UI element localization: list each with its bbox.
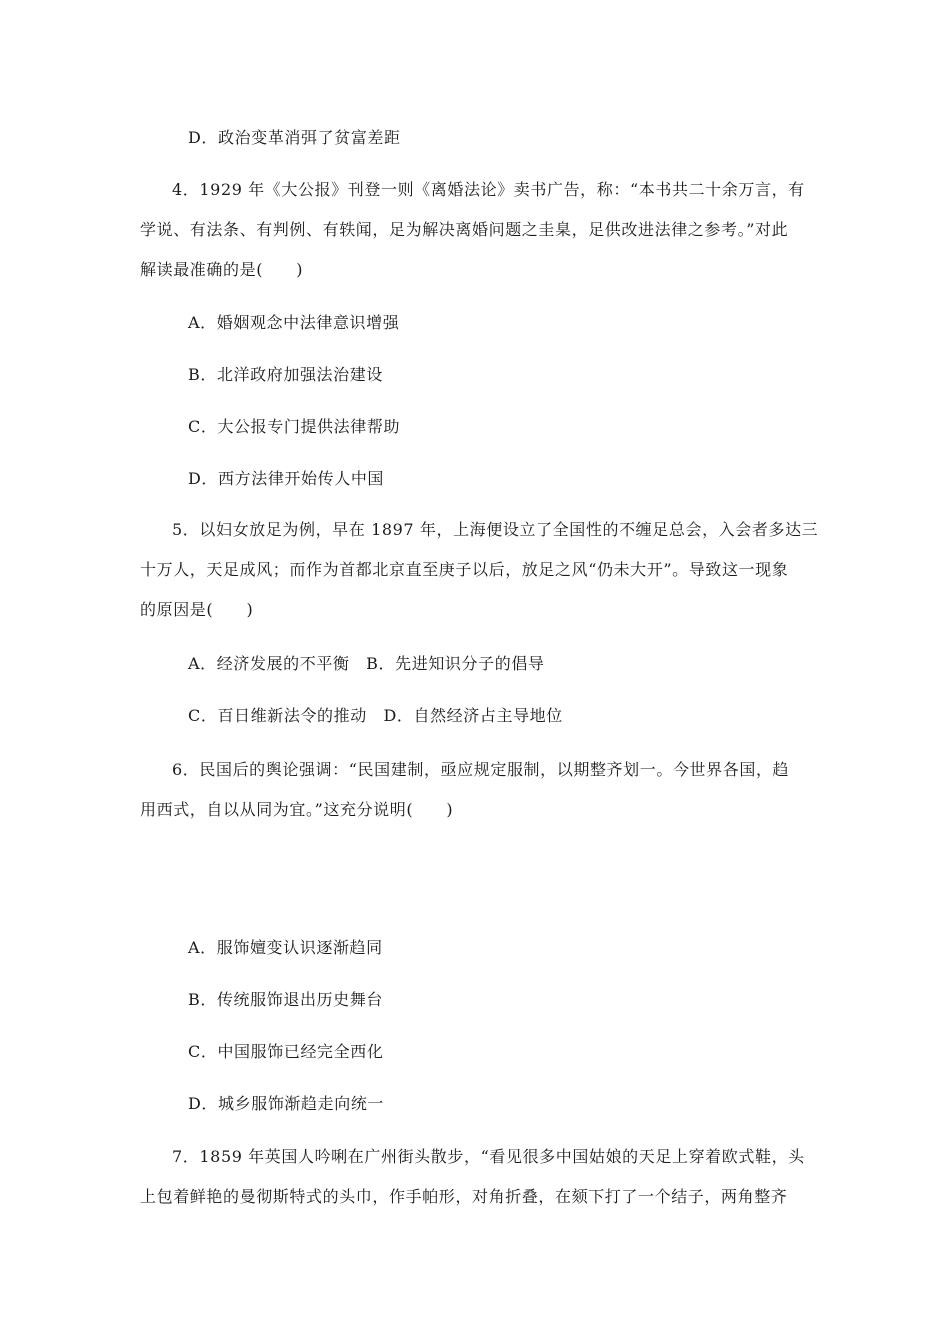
q4-stem-line-3: 解读最准确的是( )	[140, 260, 304, 279]
q6-option-d: D．城乡服饰渐趋走向统一	[188, 1094, 385, 1113]
q4-stem-line-1: 4．1929 年《大公报》刊登一则《离婚法论》卖书广告，称：“本书共二十余万言，有	[172, 180, 805, 199]
q6-option-a: A．服饰嬗变认识逐渐趋同	[188, 938, 383, 957]
q4-stem-line-2: 学说、有法条、有判例、有轶闻，足为解决离婚问题之圭臬，足供改进法律之参考。”对此	[140, 220, 789, 239]
q5-stem-line-2: 十万人，天足成风；而作为首都北京直至庚子以后，放足之风“仍未大开”。导致这一现象	[140, 560, 789, 579]
q6-stem-line-1: 6．民国后的舆论强调：“民国建制，亟应规定服制，以期整齐划一。今世界各国，趋	[172, 760, 790, 779]
q4-option-c: C．大公报专门提供法律帮助	[188, 417, 401, 436]
q6-option-b: B．传统服饰退出历史舞台	[188, 990, 383, 1009]
q6-option-c: C．中国服饰已经完全西化	[188, 1042, 384, 1061]
q7-stem-line-1: 7．1859 年英国人吟唎在广州街头散步，“看见很多中国姑娘的天足上穿着欧式鞋，头	[172, 1147, 805, 1166]
q4-option-a: A．婚姻观念中法律意识增强	[188, 313, 400, 332]
q4-option-b: B．北洋政府加强法治建设	[188, 365, 383, 384]
q5-stem-line-1: 5．以妇女放足为例，早在 1897 年，上海便设立了全国性的不缠足总会，入会者多达三	[172, 520, 819, 539]
q6-stem-line-2: 用西式，自以从同为宜。”这充分说明( )	[140, 800, 454, 819]
q5-stem-line-3: 的原因是( )	[140, 600, 254, 619]
q4-option-d: D．西方法律开始传人中国	[188, 469, 385, 488]
q3-option-d: D．政治变革消弭了贫富差距	[188, 128, 401, 147]
q5-options-row-2: C．百日维新法令的推动 D．自然经济占主导地位	[188, 706, 563, 725]
q7-stem-line-2: 上包着鲜艳的曼彻斯特式的头巾，作手帕形，对角折叠，在颏下打了一个结子，两角整齐	[140, 1187, 788, 1206]
q5-options-row-1: A．经济发展的不平衡 B．先进知识分子的倡导	[188, 654, 545, 673]
